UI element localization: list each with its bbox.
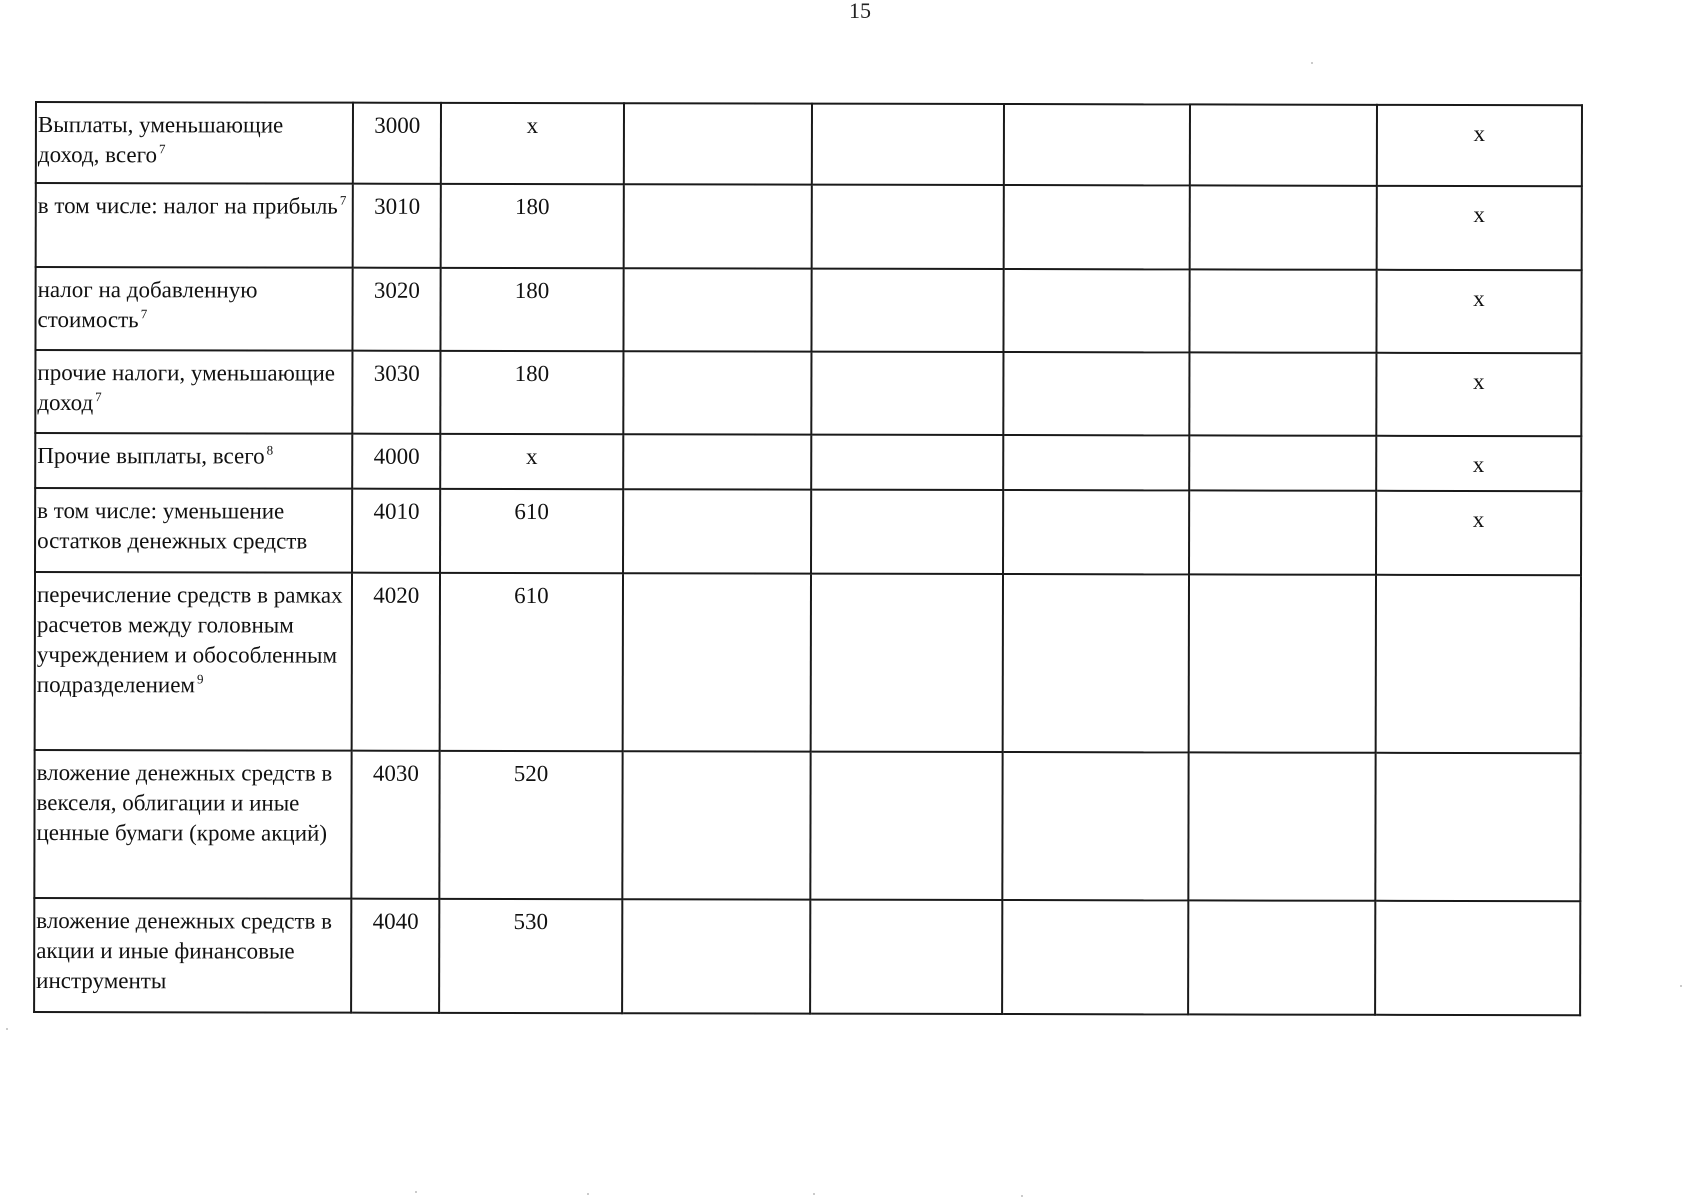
row-description [34, 750, 352, 899]
value-cell [1190, 269, 1377, 352]
footnote-marker: 7 [339, 192, 347, 208]
description-text: вложение денежных средств в векселя, облигации и иные ценные бумаги (кроме акций) [36, 760, 333, 846]
value-cell [1190, 352, 1377, 435]
value-cell [811, 574, 1003, 752]
description-text: перечисление средств в рамках расчетов между головным учреждением и обособленным подразделением [36, 582, 343, 698]
value-cell [623, 434, 812, 489]
row-description [35, 488, 353, 573]
table-row [34, 750, 1580, 901]
description-text: Выплаты, уменьшающие доход, всего [37, 112, 284, 168]
value-cell [1190, 185, 1377, 269]
value-cell [622, 899, 811, 1013]
value-cell [1003, 435, 1190, 490]
row-description [35, 350, 353, 434]
row-last-value: x [1376, 491, 1582, 575]
row-code: 4010 [352, 489, 440, 573]
row-last-value: x [1376, 270, 1582, 353]
row-kosgu: 610 [440, 489, 622, 573]
row-last-value: x [1376, 186, 1582, 270]
page-number: 15 [849, 0, 871, 23]
row-last-value [1375, 901, 1581, 1015]
value-cell [1189, 752, 1376, 900]
description-text: налог на добавленную стоимость [37, 277, 258, 333]
value-cell [1190, 104, 1377, 185]
value-cell [812, 185, 1004, 269]
value-cell [623, 268, 812, 351]
value-cell [811, 352, 1003, 435]
row-description [36, 102, 354, 184]
value-cell [622, 573, 811, 751]
scan-speck [813, 1193, 815, 1195]
row-last-value: x [1376, 436, 1581, 491]
row-code: 3020 [353, 268, 441, 351]
value-cell [1188, 900, 1375, 1014]
value-cell [1003, 269, 1190, 352]
footnote-marker: 8 [266, 442, 274, 458]
scan-speck [1021, 1195, 1023, 1197]
row-kosgu: 180 [441, 268, 623, 351]
value-cell [811, 490, 1003, 574]
row-description [36, 183, 354, 268]
value-cell [1002, 574, 1189, 752]
description-text: прочие налоги, уменьшающие доход [37, 360, 336, 416]
value-cell [1003, 352, 1190, 435]
scan-speck [1311, 62, 1313, 64]
row-code: 3000 [353, 103, 441, 184]
value-cell [812, 269, 1004, 352]
row-kosgu: 520 [440, 751, 623, 899]
footnote-marker: 7 [140, 306, 148, 322]
row-kosgu: 530 [439, 899, 621, 1013]
value-cell [623, 103, 812, 184]
table-row [35, 572, 1581, 753]
table-row [36, 183, 1582, 270]
payments-table [33, 101, 1583, 1016]
row-kosgu: 180 [441, 351, 623, 434]
value-cell [622, 751, 811, 899]
row-code: 4030 [352, 751, 440, 899]
value-cell [812, 104, 1004, 185]
row-code: 4020 [352, 573, 440, 751]
footnote-marker: 7 [158, 141, 166, 157]
footnote-marker: 9 [196, 671, 204, 687]
row-kosgu: x [441, 103, 623, 184]
description-text: в том числе: уменьшение остатков денежных средств [37, 498, 308, 554]
description-text: в том числе: налог на прибыль [37, 193, 338, 219]
value-cell [623, 489, 812, 573]
scan-speck [587, 1193, 589, 1195]
description-text: вложение денежных средств в акции и иные финансовые инструменты [36, 908, 333, 994]
value-cell [1189, 435, 1376, 490]
value-cell [810, 752, 1002, 900]
value-cell [1004, 104, 1191, 185]
scan-speck [6, 1028, 8, 1030]
table-row [34, 898, 1580, 1015]
value-cell [811, 435, 1003, 490]
value-cell [1003, 490, 1190, 574]
row-kosgu: x [441, 434, 623, 489]
value-cell [810, 900, 1002, 1014]
table-row [35, 267, 1581, 353]
row-kosgu: 610 [440, 573, 623, 751]
value-cell [1002, 752, 1189, 900]
description-text: Прочие выплаты, всего [37, 443, 265, 469]
value-cell [623, 184, 812, 268]
footnote-marker: 7 [95, 389, 102, 405]
scan-speck [1680, 985, 1682, 987]
row-last-value [1375, 753, 1581, 901]
row-description [35, 572, 353, 751]
table-row [35, 433, 1581, 491]
scan-speck [415, 1191, 417, 1193]
row-last-value [1375, 575, 1581, 753]
value-cell [1003, 185, 1190, 269]
row-kosgu: 180 [441, 184, 623, 268]
row-last-value: x [1376, 353, 1582, 436]
value-cell [1002, 900, 1189, 1014]
row-code: 3030 [353, 351, 441, 434]
row-last-value: x [1376, 105, 1582, 186]
row-description [35, 433, 352, 489]
value-cell [1189, 574, 1376, 752]
table-row [36, 102, 1582, 186]
table-row [35, 488, 1581, 575]
table-row [35, 350, 1581, 436]
row-description [34, 898, 352, 1013]
value-cell [623, 351, 812, 434]
value-cell [1189, 490, 1376, 574]
row-code: 4000 [353, 434, 441, 489]
row-code: 3010 [353, 184, 441, 268]
row-code: 4040 [351, 899, 439, 1013]
row-description [35, 267, 353, 351]
